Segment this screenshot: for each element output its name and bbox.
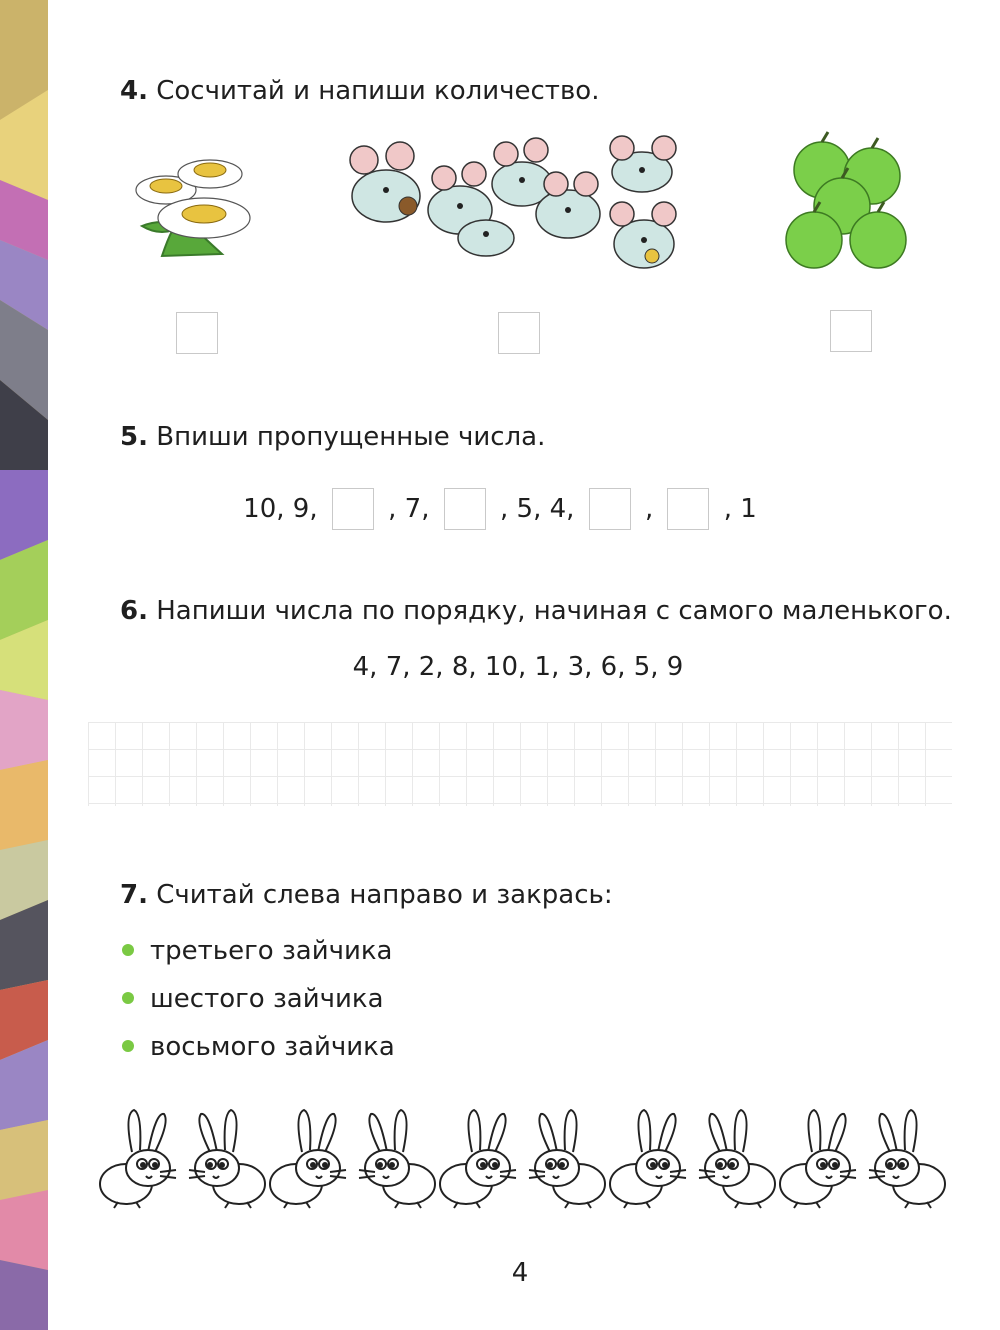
page-number: 4 (511, 1258, 529, 1288)
sequence-blank-3[interactable] (589, 488, 631, 530)
number-sequence (0, 488, 1000, 530)
sequence-part-1: 10, 9, (243, 494, 318, 524)
task-5-number: 5. (120, 422, 148, 452)
task-6-title (120, 596, 952, 626)
bunny-2[interactable] (181, 1108, 269, 1212)
green-bullet-icon (122, 944, 134, 956)
bunny-10[interactable] (861, 1108, 949, 1212)
sequence-blank-2[interactable] (444, 488, 486, 530)
instruction-item-3-text: восьмого зайчика (150, 1032, 395, 1062)
bunny-6[interactable] (521, 1108, 609, 1212)
task-4-number: 4. (120, 76, 148, 106)
task-6-text: Напиши числа по порядку, начиная с самого маленького. (147, 596, 952, 626)
green-bullet-icon (122, 1040, 134, 1052)
instruction-item-2-text: шестого зайчика (150, 984, 384, 1014)
answer-box-mice[interactable] (498, 312, 540, 354)
mice-icon (346, 130, 696, 278)
daisy-icon (132, 156, 256, 268)
bunny-5[interactable] (436, 1108, 524, 1212)
sequence-blank-4[interactable] (667, 488, 709, 530)
task-5-text: Впиши пропущенные числа. (147, 422, 546, 452)
sequence-part-5: , 1 (723, 494, 757, 524)
task-7-text: Считай слева направо и закрась: (147, 880, 613, 910)
bunny-9[interactable] (776, 1108, 864, 1212)
task-6-number: 6. (120, 596, 148, 626)
apples-icon (782, 128, 912, 276)
instruction-item-1-text: третьего зайчика (150, 936, 393, 966)
bunny-7[interactable] (606, 1108, 694, 1212)
sequence-part-2: , 7, (388, 494, 430, 524)
bunny-4[interactable] (351, 1108, 439, 1212)
bunny-1[interactable] (96, 1108, 184, 1212)
sequence-part-4: , (644, 494, 654, 524)
instruction-item-3 (122, 1032, 395, 1062)
answer-grid[interactable] (88, 722, 952, 806)
answer-box-daisies[interactable] (176, 312, 218, 354)
task-4-text: Сосчитай и напиши количество. (147, 76, 600, 106)
instruction-item-1 (122, 936, 393, 966)
task-5-title (120, 422, 545, 452)
task-7-number: 7. (120, 880, 148, 910)
bunny-3[interactable] (266, 1108, 354, 1212)
instruction-item-2 (122, 984, 384, 1014)
unordered-numbers: 4, 7, 2, 8, 10, 1, 3, 6, 5, 9 (352, 652, 684, 682)
task-7-title (120, 880, 613, 910)
answer-box-apples[interactable] (830, 310, 872, 352)
sequence-part-3: , 5, 4, (500, 494, 575, 524)
bunny-8[interactable] (691, 1108, 779, 1212)
task-4-title (120, 76, 599, 106)
green-bullet-icon (122, 992, 134, 1004)
sequence-blank-1[interactable] (332, 488, 374, 530)
